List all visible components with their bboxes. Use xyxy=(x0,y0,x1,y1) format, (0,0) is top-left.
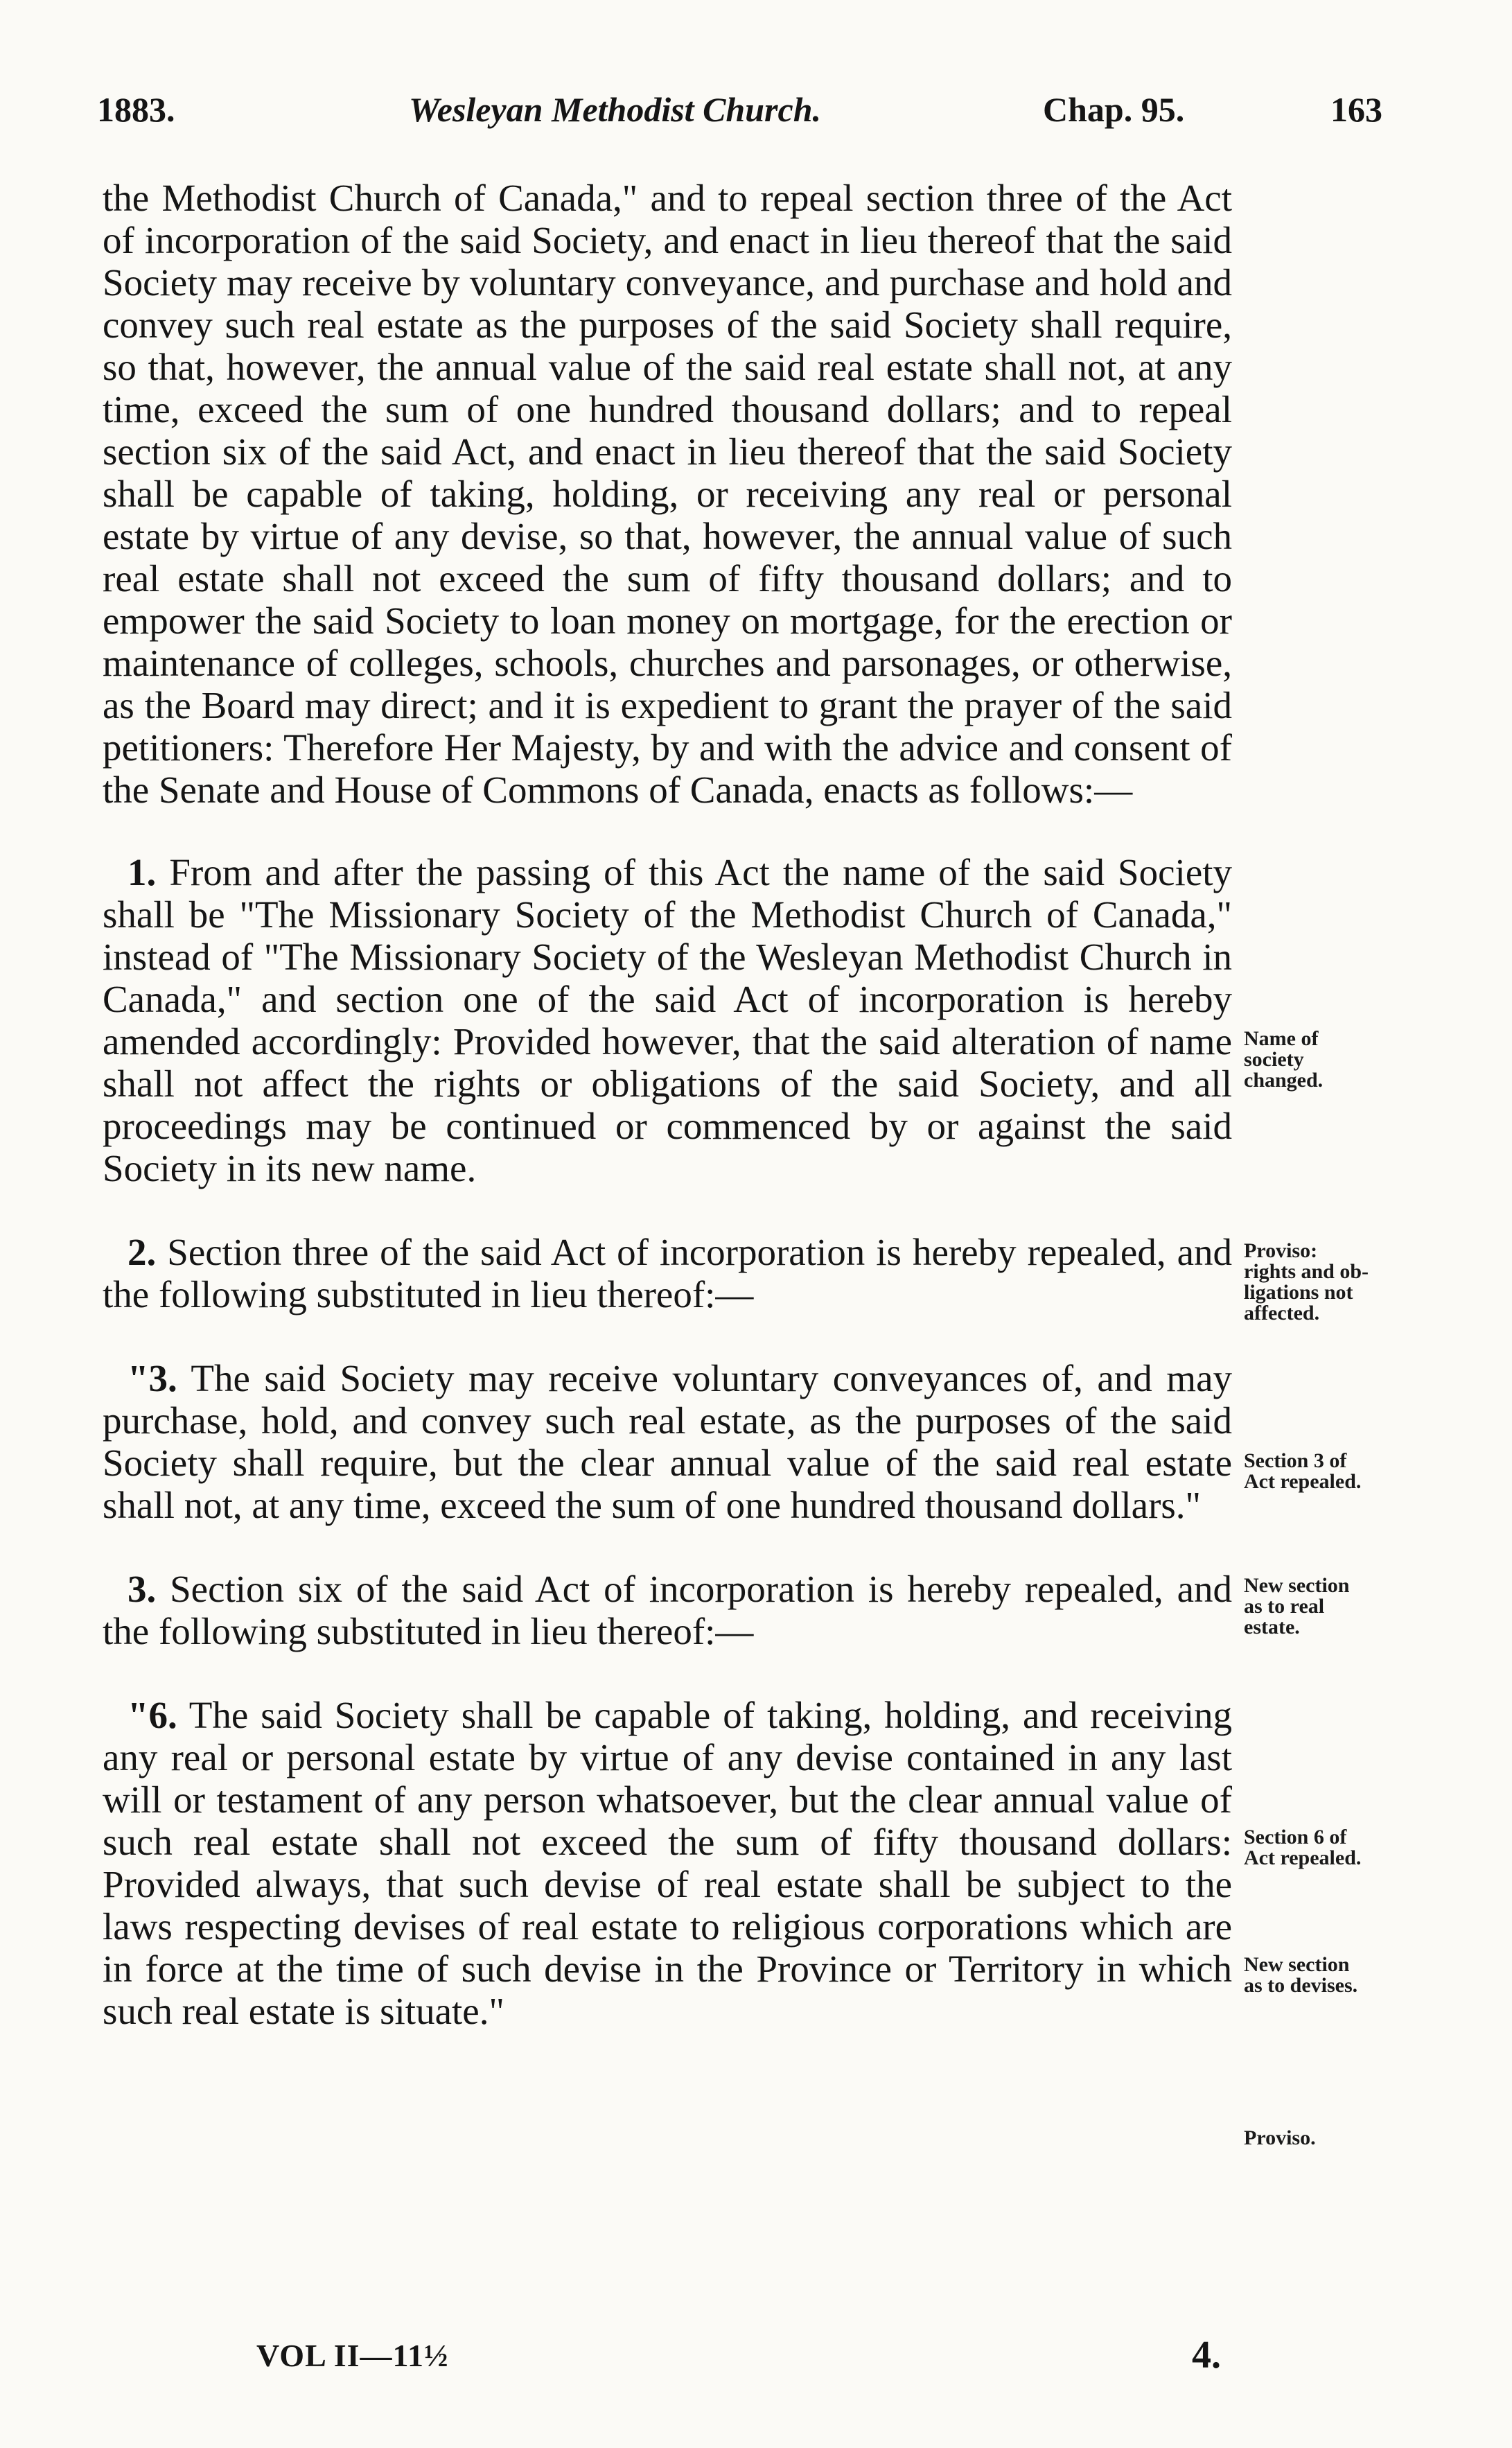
section-number: 2. xyxy=(128,1231,157,1273)
section-3 xyxy=(103,1568,1232,1652)
section-number: "3. xyxy=(128,1357,177,1399)
section-text: Section three of the said Act of incorporation is hereby repealed, and the following substituted in lieu thereof:— xyxy=(103,1231,1233,1315)
header-year: 1883. xyxy=(97,90,175,129)
page-number: 163 xyxy=(1330,90,1382,129)
section-text: The said Society shall be capable of taking, holding, and receiving any real or personal estate by virtue of any devise contained in any last will or testament of any person whatsoever, but the clear annual value of such real estate shall not exceed the sum of fifty thousand dollars: Provided always, that such devise of real estate shall be subject to the laws respecting devises of real estate to religious corporations which are in force at the time of such devise in the Province or Territory in which such real estate is situate." xyxy=(103,1694,1232,2032)
margin-note-new-section-devises: New section as to devises. xyxy=(1244,1953,1358,1997)
running-head xyxy=(97,82,1414,137)
section-2 xyxy=(103,1231,1232,1315)
new-section-6 xyxy=(103,1694,1232,2032)
catchword: 4. xyxy=(1192,2334,1221,2377)
margin-note-proviso: Proviso. xyxy=(1244,2126,1316,2149)
margin-note-section-6-repealed: Section 6 of Act repealed. xyxy=(1244,1826,1362,1869)
header-chapter: Chap. 95. xyxy=(1043,90,1185,129)
margin-note-name-changed: Name of society changed. xyxy=(1244,1027,1324,1092)
section-number: "6. xyxy=(128,1694,177,1736)
section-text: From and after the passing of this Act the name of the said Society shall be "The Missionary Society of the Methodist Church of Canada," instead of "The Missionary Society of the Wesleyan Methodist Church in Canada," and section one of the said Act of incorporation is hereby amended accordingly: Provided however, that the said alteration of name shall not affect the rights or obligations of the said Society, and all proceedings may be continued or commenced by or against the said Society in its new name. xyxy=(103,851,1233,1189)
signature-mark: VOL II—11½ xyxy=(256,2338,449,2373)
section-number: 3. xyxy=(128,1568,157,1610)
section-text: Section six of the said Act of incorporation is hereby repealed, and the following substituted in lieu thereof:— xyxy=(103,1568,1233,1652)
body-text xyxy=(103,177,1232,2032)
section-text: The said Society may receive voluntary conveyances of, and may purchase, hold, and convey such real estate, as the purposes of the said Society shall require, but the clear annual value of the said real estate shall not, at any time, exceed the sum of one hundred thousand dollars." xyxy=(103,1357,1233,1526)
margin-note-proviso-rights: Proviso: rights and ob- ligations not affected. xyxy=(1244,1239,1369,1324)
new-section-3 xyxy=(103,1357,1232,1526)
section-1 xyxy=(103,851,1232,1189)
header-title: Wesleyan Methodist Church. xyxy=(409,90,821,129)
margin-note-new-section-real-estate: New section as to real estate. xyxy=(1244,1574,1350,1638)
section-number: 1. xyxy=(128,851,157,893)
preamble-paragraph: the Methodist Church of Canada," and to repeal section three of the Act of incorporation of the said Society, and enact in lieu thereof that the said Society may receive by voluntary conveyance, and purchase and hold and convey such real estate as the purposes of the said Society shall require, so that, however, the annual value of the said real estate shall not, at any time, exceed the sum of one hundred thousand dollars; and to repeal section six of the said Act, and enact in lieu thereof that the said Society shall be capable of taking, holding, or receiving any real or personal estate by virtue of any devise, so that, however, the annual value of such real estate shall not exceed the sum of fifty thousand dollars; and to empower the said Society to loan money on mortgage, for the erection or maintenance of colleges, schools, churches and parsonages, or otherwise, as the Board may direct; and it is expedient to grant the prayer of the said petitioners: Therefore Her Majesty, by and with the advice and consent of the Senate and House of Commons of Canada, enacts as follows:— xyxy=(103,177,1232,811)
margin-note-section-3-repealed: Section 3 of Act repealed. xyxy=(1244,1449,1362,1493)
